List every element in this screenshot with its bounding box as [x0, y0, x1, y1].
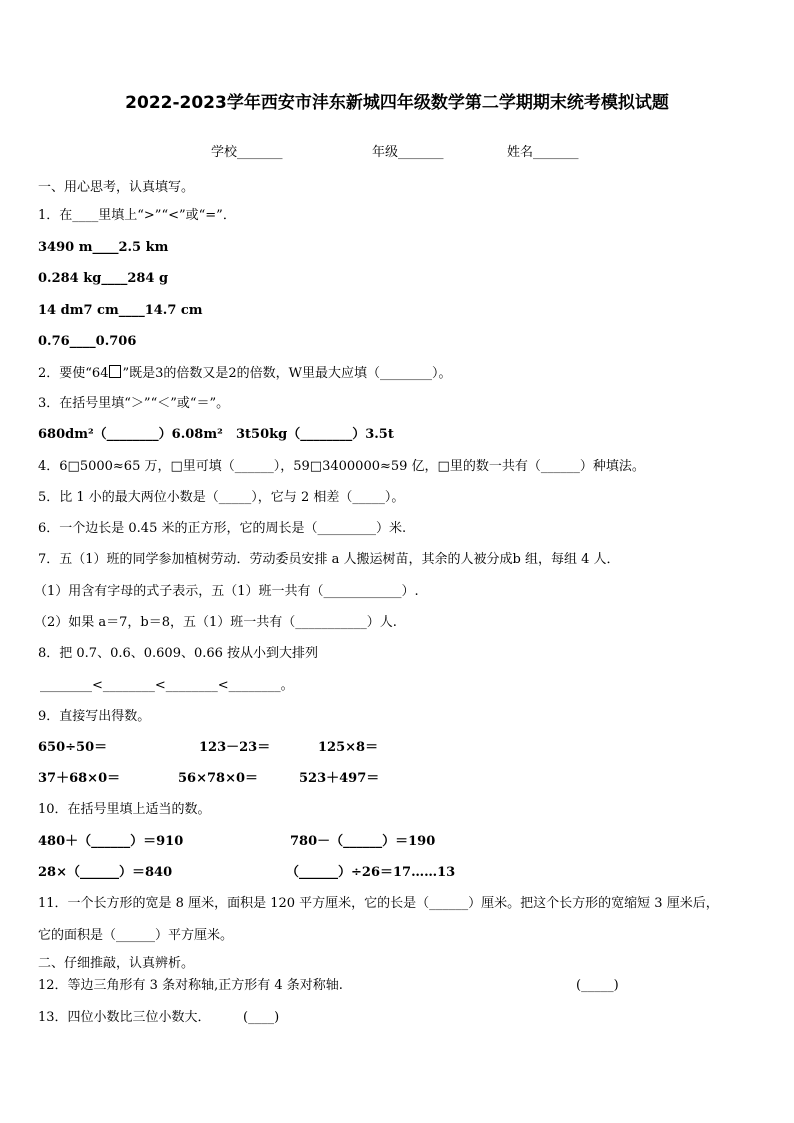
calc-item: 650÷50＝ — [38, 740, 108, 755]
question-7: 7．五（1）班的同学参加植树劳动．劳动委员安排 a 人搬运树苗，其余的人被分成b 组，每组 4 人． — [38, 552, 620, 567]
question-7-part-1: （1）用含有字母的式子表示，五（1）班一共有（____________）. — [34, 584, 419, 599]
question-2-part-a: 2．要使“64 — [38, 366, 109, 381]
grade-field: 年级_______ — [372, 145, 444, 160]
question-1: 1．在____里填上“>”“<”或“=”． — [38, 208, 236, 223]
calc-item: 523＋497＝ — [299, 771, 380, 786]
question-2 — [38, 365, 452, 382]
school-field: 学校_______ — [211, 145, 283, 160]
question-1-item: 0.76____0.706 — [38, 334, 137, 349]
question-1-item: 14 dm7 cm____14.7 cm — [38, 303, 203, 318]
question-10: 10．在括号里填上适当的数。 — [38, 802, 211, 817]
question-8-answer-line: ________<________<________<________。 — [40, 678, 294, 693]
fill-item: 480＋（______）＝910 — [38, 834, 184, 849]
fill-item: （______）÷26＝17……13 — [286, 865, 456, 880]
question-3-item: 3t50kg（________）3.5t — [236, 427, 394, 442]
blank-square-icon — [109, 365, 121, 378]
question-4: 4．6□5000≈65 万，□里可填（______），59□3400000≈59 亿，□里的数一共有（______）种填法。 — [38, 459, 645, 474]
page-title: 2022-2023学年西安市沣东新城四年级数学第二学期期末统考模拟试题 — [125, 93, 669, 113]
question-8: 8．把 0.7、0.6、0.609、0.66 按从小到大排列 — [38, 646, 319, 661]
calc-item: 37＋68×0＝ — [38, 771, 121, 786]
question-1-item: 3490 m____2.5 km — [38, 240, 169, 255]
fill-item: 28×（______）＝840 — [38, 865, 173, 880]
name-field: 姓名_______ — [507, 145, 579, 160]
question-11: 11．一个长方形的宽是 8 厘米，面积是 120 平方厘米，它的长是（______）厘米。把这个长方形的宽缩短 3 厘米后， — [38, 896, 719, 911]
question-9: 9．直接写出得数。 — [38, 709, 151, 724]
question-1-item: 0.284 kg____284 g — [38, 271, 169, 286]
question-2-part-b: ”既是3的倍数又是2的倍数，W里最大应填（________）。 — [122, 366, 452, 381]
section-heading: 二、仔细推敲，认真辨析。 — [38, 956, 195, 971]
fill-item: 780－（______）＝190 — [290, 834, 436, 849]
answer-blank: (_____) — [576, 978, 619, 993]
question-7-part-2: （2）如果 a＝7，b＝8，五（1）班一共有（___________）人. — [34, 615, 397, 630]
question-13: 13．四位小数比三位小数大． — [38, 1010, 211, 1025]
question-12: 12．等边三角形有 3 条对称轴,正方形有 4 条对称轴. — [38, 978, 343, 993]
answer-blank: (____) — [243, 1010, 280, 1025]
calc-item: 56×78×0＝ — [178, 771, 259, 786]
question-3-item: 680dm²（________）6.08m² — [38, 427, 223, 442]
question-6: 6．一个边长是 0.45 米的正方形，它的周长是（_________）米. — [38, 521, 407, 536]
question-3: 3．在括号里填“＞”“＜”或“＝”。 — [38, 396, 230, 411]
calc-item: 123－23＝ — [199, 740, 271, 755]
question-11-continued: 它的面积是（______）平方厘米。 — [38, 928, 234, 943]
question-5: 5．比 1 小的最大两位小数是（_____），它与 2 相差（_____）。 — [38, 490, 405, 505]
section-heading: 一、用心思考，认真填写。 — [38, 180, 195, 195]
calc-item: 125×8＝ — [318, 740, 379, 755]
